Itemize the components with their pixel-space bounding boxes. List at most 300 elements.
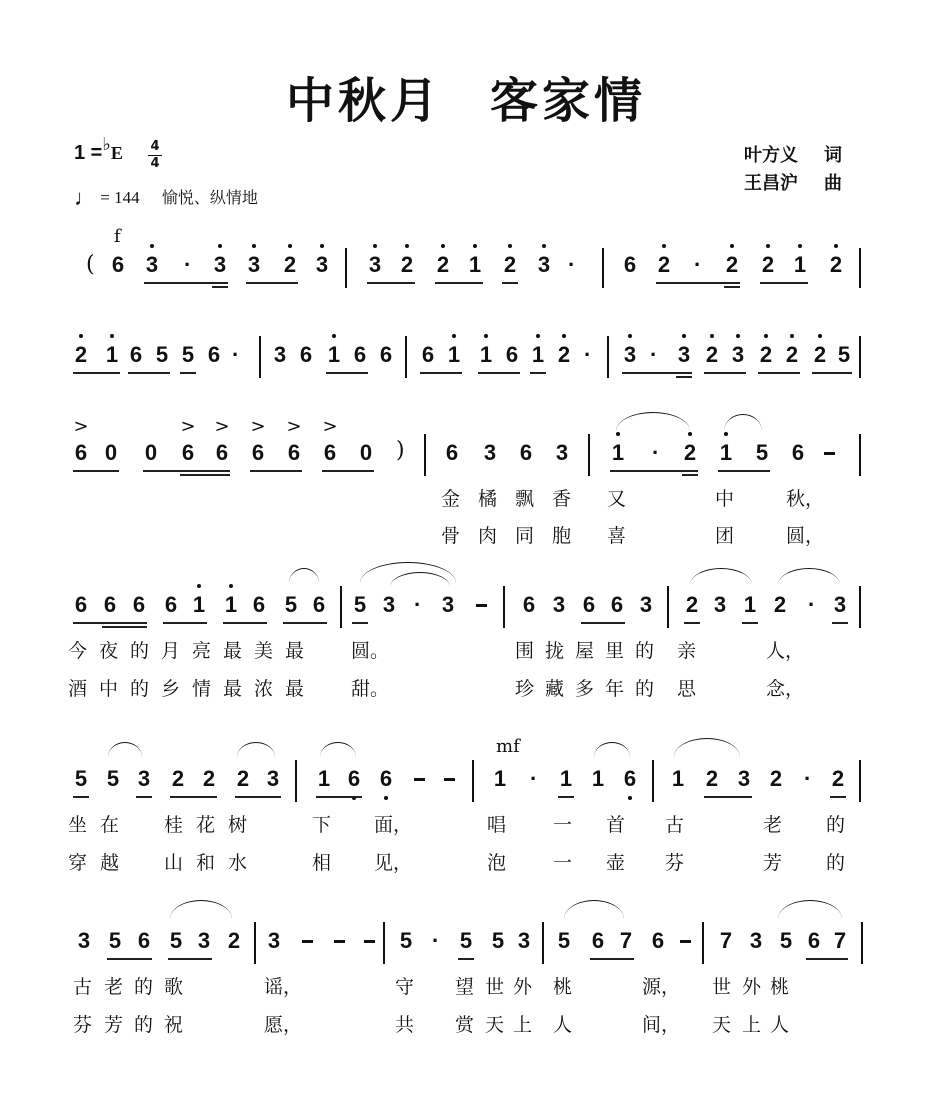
note: 3 (483, 440, 497, 465)
note: 3 (713, 592, 727, 617)
lyric: 和 (196, 852, 216, 874)
note: 1 (530, 342, 546, 368)
extension-dash (302, 940, 313, 943)
lyric: 中 (715, 488, 735, 510)
lyric: 水 (228, 852, 248, 874)
lyric: 的 (130, 640, 150, 662)
barline (652, 760, 654, 802)
note: 2 (769, 766, 783, 791)
lyric: 的 (635, 678, 655, 700)
note: 6 (519, 440, 533, 465)
lyric: 芳 (763, 852, 783, 874)
barline (607, 336, 609, 378)
lyric: 芬 (73, 1014, 93, 1036)
barline (702, 922, 704, 964)
lyric: 肉 (478, 525, 498, 547)
composer-name: 王昌沪 (744, 173, 798, 194)
slur (674, 738, 740, 757)
lyric: 美 (254, 640, 274, 662)
barline (472, 760, 474, 802)
note: 5 (108, 928, 122, 953)
lyric: 团 (715, 525, 735, 547)
lyric: 橘 (478, 488, 498, 510)
lyric: 甜。 (351, 678, 390, 700)
note: 1 (317, 766, 331, 791)
note: 5 (181, 342, 195, 367)
lyric: 芳 (104, 1014, 124, 1036)
note: 6 (103, 592, 117, 617)
lyric: 祝 (164, 1014, 184, 1036)
lyric: 多 (575, 678, 595, 700)
close-paren: ) (396, 438, 405, 463)
staff-row-2 (0, 342, 932, 402)
time-sig-bottom: 4 (150, 156, 160, 171)
lyric: 月 (161, 640, 181, 662)
lyric: 人 (770, 1014, 790, 1036)
lyric: 拢 (545, 640, 565, 662)
lyric: 的 (635, 640, 655, 662)
note: 6 (132, 592, 146, 617)
lyric: 中 (99, 678, 119, 700)
note: 2 (812, 342, 828, 368)
lyric: 的 (134, 976, 154, 998)
note: 3 (212, 252, 228, 278)
lyric: 望 (455, 976, 475, 998)
key-signature (74, 134, 123, 165)
title-part-2: 客家情 (490, 73, 647, 129)
lyric: 赏 (455, 1014, 475, 1036)
note: 7 (833, 928, 847, 953)
lyricist-name: 叶方义 (744, 145, 798, 166)
note: 2 (171, 766, 185, 791)
lyric: 歌 (164, 976, 184, 998)
note: 7 (619, 928, 633, 953)
note: 6 (137, 928, 151, 953)
lyric: 唱 (487, 814, 507, 836)
note: 6 (353, 342, 367, 367)
note: 3 (197, 928, 211, 953)
composer-role: 曲 (824, 173, 842, 194)
lyric: 胞 (552, 525, 572, 547)
note: 6 (651, 928, 665, 953)
aug-dot: · (694, 252, 702, 277)
lyric: 越 (100, 852, 120, 874)
note: 3 (833, 592, 847, 617)
aug-dot: · (804, 766, 812, 791)
aug-dot: · (232, 342, 240, 367)
slur (778, 568, 840, 585)
extension-dash (444, 778, 455, 781)
accent-icon: > (73, 416, 89, 437)
note: 5 (399, 928, 413, 953)
lyric: 乡 (161, 678, 181, 700)
note: 2 (556, 342, 572, 368)
note: 3 (441, 592, 455, 617)
note: 3 (622, 342, 638, 368)
lyric: 飘 (515, 488, 535, 510)
note: 6 (378, 766, 394, 792)
barline (859, 434, 861, 476)
lyric: 同 (515, 525, 535, 547)
lyric: 思 (677, 678, 697, 700)
note: 3 (517, 928, 531, 953)
time-sig-top: 4 (150, 139, 160, 154)
lyric: 桂 (164, 814, 184, 836)
lyric: 人， (766, 640, 805, 662)
accent-icon: > (250, 416, 266, 437)
aug-dot: · (432, 928, 440, 953)
note: 6 (111, 252, 125, 277)
note: 1 (591, 766, 605, 791)
slur (724, 414, 762, 431)
lyric: 藏 (545, 678, 565, 700)
lyric: 骨 (441, 525, 461, 547)
lyric: 上 (513, 1014, 533, 1036)
barline (667, 586, 669, 628)
note: > 6 (322, 416, 338, 465)
slur (690, 568, 752, 585)
lyric: 世 (712, 976, 732, 998)
lyric: 的 (130, 678, 150, 700)
note: 6 (379, 342, 393, 367)
accent-icon: > (322, 416, 338, 437)
note: 6 (622, 766, 638, 792)
slur (594, 742, 630, 757)
barline (254, 922, 256, 964)
note: 0 (144, 440, 158, 465)
lyric: 老 (763, 814, 783, 836)
lyric: 的 (134, 1014, 154, 1036)
aug-dot: · (414, 592, 422, 617)
barline (588, 434, 590, 476)
note: 6 (421, 342, 435, 367)
note: 1 (610, 440, 626, 466)
lyric: 的 (826, 852, 846, 874)
note: 3 (552, 592, 566, 617)
slur (320, 742, 356, 757)
title-part-1: 中秋月 (285, 73, 442, 129)
note: 1 (559, 766, 573, 791)
lyric: 芬 (665, 852, 685, 874)
lyric: 天 (485, 1014, 505, 1036)
barline (859, 586, 861, 628)
note: 6 (346, 766, 362, 792)
lyric: 源， (642, 976, 681, 998)
note: 6 (522, 592, 536, 617)
aug-dot: · (652, 440, 660, 465)
note: 5 (837, 342, 851, 367)
lyric: 壶 (606, 852, 626, 874)
slur (237, 742, 275, 757)
lyric: 相 (312, 852, 332, 874)
note: > 6 (180, 416, 196, 465)
note: 1 (743, 592, 757, 617)
note: 5 (491, 928, 505, 953)
lyric: 见， (374, 852, 413, 874)
note: 2 (784, 342, 800, 368)
note: 2 (831, 766, 845, 791)
dynamic-f: f (114, 226, 121, 247)
accent-icon: > (180, 416, 196, 437)
accent-icon: > (214, 416, 230, 437)
slur (289, 568, 319, 583)
note: 3 (273, 342, 287, 367)
lyric: 人 (553, 1014, 573, 1036)
note: 2 (828, 252, 844, 278)
note: 3 (367, 252, 383, 278)
note: 5 (284, 592, 298, 617)
note: 1 (792, 252, 808, 278)
open-paren: ( (86, 252, 95, 277)
lyric: 花 (196, 814, 216, 836)
lyric: 古 (73, 976, 93, 998)
lyric: 外 (742, 976, 762, 998)
lyric: 又 (607, 488, 627, 510)
note: 6 (129, 342, 143, 367)
credits (744, 142, 842, 198)
note: 6 (591, 928, 605, 953)
note: 2 (682, 440, 698, 466)
time-signature (148, 140, 162, 171)
note: 6 (74, 592, 88, 617)
dynamic-mf: mf (496, 736, 520, 757)
note: 2 (773, 592, 787, 617)
note: 3 (77, 928, 91, 953)
barline (859, 336, 861, 378)
slur (778, 900, 842, 919)
lyric: 上 (742, 1014, 762, 1036)
note: > 6 (214, 416, 230, 465)
aug-dot: · (650, 342, 658, 367)
tempo-marking (74, 183, 258, 209)
lyric: 首 (606, 814, 626, 836)
note: 1 (671, 766, 685, 791)
note: 2 (399, 252, 415, 278)
lyric: 最 (285, 640, 305, 662)
barline (602, 248, 604, 288)
note: 3 (730, 342, 746, 368)
note: 1 (478, 342, 494, 368)
lyric: 夜 (99, 640, 119, 662)
aug-dot: · (184, 252, 192, 277)
barline (424, 434, 426, 476)
aug-dot: · (568, 252, 576, 277)
lyric: 亮 (192, 640, 212, 662)
aug-dot: · (584, 342, 592, 367)
barline (861, 922, 863, 964)
lyric: 下 (312, 814, 332, 836)
note: 1 (326, 342, 342, 368)
note: 3 (144, 252, 160, 278)
lyric: 里 (605, 640, 625, 662)
note: 5 (353, 592, 367, 617)
lyric: 坐 (68, 814, 88, 836)
lyric: 古 (665, 814, 685, 836)
note: 3 (737, 766, 751, 791)
note: 2 (435, 252, 451, 278)
note: 6 (623, 252, 637, 277)
extension-dash (334, 940, 345, 943)
lyric: 今 (68, 640, 88, 662)
barline (405, 336, 407, 378)
extension-dash (414, 778, 425, 781)
note: 6 (207, 342, 221, 367)
note: 5 (557, 928, 571, 953)
note: 6 (610, 592, 624, 617)
lyric: 泡 (487, 852, 507, 874)
lyricist-credit (744, 142, 842, 170)
extension-dash (364, 940, 375, 943)
barline (859, 760, 861, 802)
key-letter: E (110, 143, 123, 163)
lyric: 亲 (677, 640, 697, 662)
flat-icon: ♭ (102, 134, 111, 155)
note: 6 (252, 592, 266, 617)
barline (295, 760, 297, 802)
note: 5 (459, 928, 473, 953)
note: 2 (758, 342, 774, 368)
lyric: 最 (223, 640, 243, 662)
note: 1 (718, 440, 734, 466)
extension-dash (476, 604, 487, 607)
note: 6 (505, 342, 519, 367)
lyric: 圆。 (351, 640, 390, 662)
extension-dash (824, 452, 835, 455)
staff-row-5 (0, 736, 932, 826)
extension-dash (680, 940, 691, 943)
lyric: 桃 (553, 976, 573, 998)
note: 2 (282, 252, 298, 278)
lyric: 外 (513, 976, 533, 998)
note: 6 (445, 440, 459, 465)
lyric: 世 (485, 976, 505, 998)
note: 2 (227, 928, 241, 953)
composer-credit (744, 170, 842, 198)
note: 5 (779, 928, 793, 953)
song-title (0, 62, 932, 131)
lyric: 间， (642, 1014, 681, 1036)
note: > 6 (250, 416, 266, 465)
slur (108, 742, 142, 757)
note: 2 (502, 252, 518, 278)
lyric: 秋， (786, 488, 825, 510)
note: 7 (719, 928, 733, 953)
expression-text: 愉悦、纵情地 (161, 188, 258, 207)
note: 5 (106, 766, 120, 791)
lyric: 一 (553, 852, 573, 874)
barline (345, 248, 347, 288)
note: 2 (705, 766, 719, 791)
lyric: 最 (223, 678, 243, 700)
note: 3 (314, 252, 330, 278)
note: 2 (685, 592, 699, 617)
key-prefix: 1 = (74, 142, 103, 164)
barline (859, 248, 861, 288)
lyric: 愿， (264, 1014, 303, 1036)
note: 3 (137, 766, 151, 791)
note: 0 (359, 440, 373, 465)
accent-icon: > (286, 416, 302, 437)
barline (383, 922, 385, 964)
note: 2 (724, 252, 740, 278)
lyric: 珍 (515, 678, 535, 700)
note: 2 (760, 252, 776, 278)
quarter-note-icon: ♩ (74, 185, 96, 210)
lyric: 桃 (770, 976, 790, 998)
lyric: 浓 (254, 678, 274, 700)
note: 6 (807, 928, 821, 953)
barline (503, 586, 505, 628)
lyric: 树 (228, 814, 248, 836)
lyric: 守 (395, 976, 415, 998)
note: 5 (169, 928, 183, 953)
note: 1 (493, 766, 507, 791)
note: 3 (555, 440, 569, 465)
note: 3 (639, 592, 653, 617)
note: 1 (446, 342, 462, 368)
lyric: 老 (104, 976, 124, 998)
lyric: 金 (441, 488, 461, 510)
note: 5 (755, 440, 769, 465)
note: 6 (791, 440, 805, 465)
slur (564, 900, 624, 919)
note: > 6 (73, 416, 89, 465)
lyric: 在 (100, 814, 120, 836)
lyric: 最 (285, 678, 305, 700)
tempo-value: = 144 (100, 188, 140, 207)
lyric: 屋 (575, 640, 595, 662)
lyric: 一 (553, 814, 573, 836)
note: 1 (223, 592, 239, 618)
note: 2 (236, 766, 250, 791)
note: 6 (582, 592, 596, 617)
note: 2 (202, 766, 216, 791)
lyric: 穿 (68, 852, 88, 874)
barline (542, 922, 544, 964)
lyric: 喜 (607, 525, 627, 547)
note: 3 (749, 928, 763, 953)
note: 3 (266, 766, 280, 791)
note: 1 (104, 342, 120, 368)
slur (616, 412, 690, 431)
slur (170, 900, 232, 919)
note: 2 (704, 342, 720, 368)
staff-row-1 (0, 226, 932, 312)
lyric: 谣， (264, 976, 303, 998)
lyric: 围 (515, 640, 535, 662)
note: 6 (164, 592, 178, 617)
note: 5 (155, 342, 169, 367)
note: 5 (74, 766, 88, 791)
note: 6 (299, 342, 313, 367)
note: 3 (536, 252, 552, 278)
lyric: 情 (192, 678, 212, 700)
lyricist-role: 词 (824, 145, 842, 166)
lyric: 酒 (68, 678, 88, 700)
note: > 6 (286, 416, 302, 465)
note: 3 (267, 928, 281, 953)
lyric: 圆， (786, 525, 825, 547)
note: 0 (104, 440, 118, 465)
note: 2 (73, 342, 89, 368)
lyric: 年 (605, 678, 625, 700)
aug-dot: · (530, 766, 538, 791)
aug-dot: · (808, 592, 816, 617)
lyric: 的 (826, 814, 846, 836)
note: 1 (467, 252, 483, 278)
note: 2 (656, 252, 672, 278)
note: 3 (382, 592, 396, 617)
